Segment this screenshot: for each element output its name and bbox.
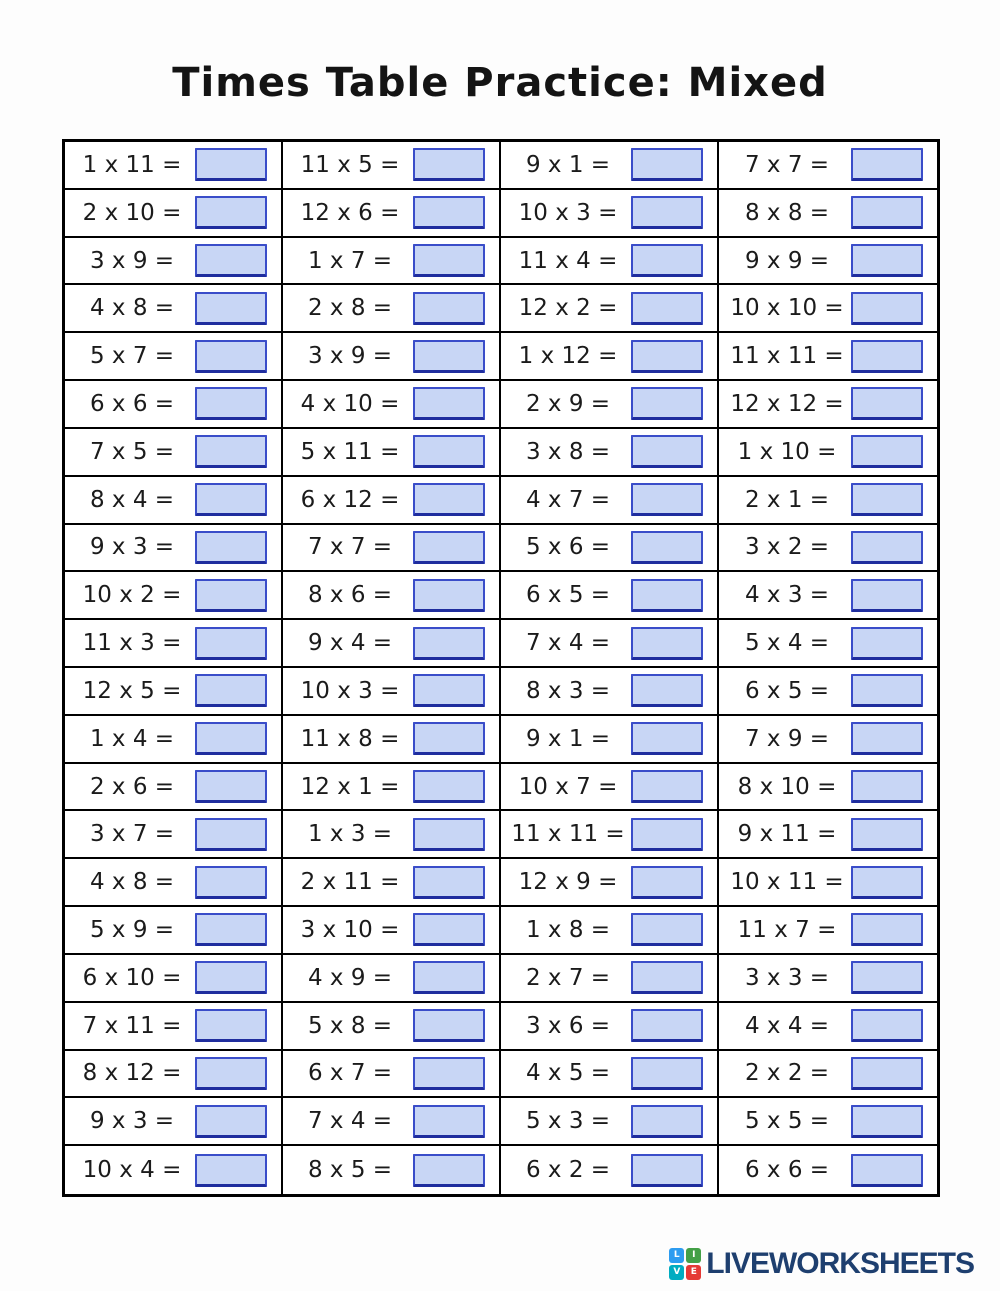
answer-input[interactable] — [631, 292, 703, 325]
problem-cell — [501, 477, 719, 525]
problem-label: 3 x 10 = — [300, 916, 400, 943]
problem-cell — [719, 285, 937, 333]
problem-cell — [719, 190, 937, 238]
answer-input[interactable] — [851, 244, 923, 277]
problem-label: 9 x 1 = — [525, 151, 611, 178]
problem-cell — [283, 525, 501, 573]
logo-square-v: V — [669, 1265, 684, 1280]
problem-label: 6 x 2 = — [525, 1157, 611, 1184]
problem-cell — [65, 429, 283, 477]
answer-input[interactable] — [413, 579, 485, 612]
answer-input[interactable] — [631, 483, 703, 516]
problem-cell — [501, 190, 719, 238]
problem-cell — [501, 429, 719, 477]
problem-label: 9 x 1 = — [525, 725, 611, 752]
problem-cell — [283, 429, 501, 477]
answer-input[interactable] — [413, 722, 485, 755]
problem-label: 2 x 11 = — [300, 869, 400, 896]
problem-cell — [719, 381, 937, 429]
answer-input[interactable] — [195, 387, 267, 420]
problem-cell — [719, 142, 937, 190]
problem-label: 9 x 3 = — [89, 1108, 175, 1135]
answer-input[interactable] — [195, 483, 267, 516]
answer-input[interactable] — [413, 961, 485, 994]
problem-cell — [501, 668, 719, 716]
problem-cell — [65, 907, 283, 955]
answer-input[interactable] — [413, 1105, 485, 1138]
answer-input[interactable] — [195, 244, 267, 277]
problem-label: 5 x 11 = — [300, 438, 400, 465]
answer-input[interactable] — [413, 913, 485, 946]
problem-label: 6 x 5 = — [525, 582, 611, 609]
problem-cell — [283, 859, 501, 907]
problem-label: 2 x 7 = — [525, 964, 611, 991]
problem-cell — [65, 238, 283, 286]
problem-label: 2 x 8 = — [307, 295, 393, 322]
problem-label: 11 x 7 = — [737, 916, 837, 943]
problem-cell — [719, 1146, 937, 1194]
problem-label: 11 x 5 = — [300, 151, 400, 178]
answer-input[interactable] — [413, 674, 485, 707]
worksheet-grid — [62, 139, 940, 1197]
answer-input[interactable] — [631, 627, 703, 660]
problem-cell — [501, 955, 719, 1003]
problem-label: 10 x 7 = — [518, 773, 618, 800]
problem-cell — [283, 716, 501, 764]
problem-cell — [719, 1051, 937, 1099]
problem-cell — [283, 955, 501, 1003]
problem-label: 11 x 11 = — [511, 821, 625, 848]
problem-label: 2 x 1 = — [744, 486, 830, 513]
answer-input[interactable] — [413, 1057, 485, 1090]
answer-input[interactable] — [631, 1057, 703, 1090]
problem-label: 10 x 2 = — [82, 582, 182, 609]
problem-cell — [719, 716, 937, 764]
problem-label: 7 x 5 = — [89, 438, 175, 465]
problem-cell — [65, 955, 283, 1003]
problem-cell — [501, 142, 719, 190]
answer-input[interactable] — [631, 435, 703, 468]
answer-input[interactable] — [195, 818, 267, 851]
answer-input[interactable] — [195, 196, 267, 229]
problem-label: 6 x 6 = — [744, 1157, 830, 1184]
answer-input[interactable] — [195, 722, 267, 755]
problem-cell — [65, 716, 283, 764]
problem-label: 4 x 3 = — [744, 582, 830, 609]
answer-input[interactable] — [195, 674, 267, 707]
problem-label: 1 x 3 = — [307, 821, 393, 848]
problem-cell — [501, 811, 719, 859]
page-title: Times Table Practice: Mixed — [172, 60, 828, 106]
answer-input[interactable] — [631, 818, 703, 851]
problem-label: 9 x 3 = — [89, 534, 175, 561]
problem-label: 6 x 7 = — [307, 1060, 393, 1087]
problem-label: 1 x 7 = — [307, 247, 393, 274]
answer-input[interactable] — [631, 196, 703, 229]
answer-input[interactable] — [631, 579, 703, 612]
problem-label: 12 x 6 = — [300, 199, 400, 226]
problem-label: 3 x 7 = — [89, 821, 175, 848]
answer-input[interactable] — [631, 722, 703, 755]
answer-input[interactable] — [413, 866, 485, 899]
answer-input[interactable] — [195, 531, 267, 564]
answer-input[interactable] — [851, 531, 923, 564]
answer-input[interactable] — [195, 435, 267, 468]
problem-cell — [719, 1003, 937, 1051]
answer-input[interactable] — [851, 770, 923, 803]
answer-input[interactable] — [851, 818, 923, 851]
problem-label: 10 x 3 = — [518, 199, 618, 226]
problem-label: 4 x 10 = — [300, 390, 400, 417]
logo-square-e: E — [686, 1265, 701, 1280]
answer-input[interactable] — [413, 244, 485, 277]
problem-label: 7 x 4 = — [307, 1108, 393, 1135]
problem-cell — [501, 620, 719, 668]
problem-label: 3 x 8 = — [525, 438, 611, 465]
answer-input[interactable] — [631, 1105, 703, 1138]
problem-cell — [283, 238, 501, 286]
problem-cell — [501, 764, 719, 812]
problem-label: 12 x 2 = — [518, 295, 618, 322]
answer-input[interactable] — [413, 483, 485, 516]
problem-cell — [283, 381, 501, 429]
problem-label: 1 x 4 = — [89, 725, 175, 752]
problem-label: 1 x 8 = — [525, 916, 611, 943]
answer-input[interactable] — [195, 1154, 267, 1187]
problem-label: 10 x 3 = — [300, 677, 400, 704]
problem-label: 1 x 12 = — [518, 343, 618, 370]
footer-logo — [669, 1247, 974, 1281]
problem-label: 7 x 9 = — [744, 725, 830, 752]
problem-label: 12 x 9 = — [518, 869, 618, 896]
answer-input[interactable] — [413, 387, 485, 420]
problem-label: 10 x 10 = — [730, 295, 844, 322]
problem-cell — [501, 238, 719, 286]
problem-label: 5 x 4 = — [744, 630, 830, 657]
answer-input[interactable] — [195, 913, 267, 946]
answer-input[interactable] — [631, 866, 703, 899]
answer-input[interactable] — [851, 1105, 923, 1138]
problem-label: 8 x 6 = — [307, 582, 393, 609]
problem-cell — [719, 668, 937, 716]
answer-input[interactable] — [851, 1154, 923, 1187]
problem-label: 8 x 4 = — [89, 486, 175, 513]
problem-cell — [65, 764, 283, 812]
problem-cell — [719, 1098, 937, 1146]
answer-input[interactable] — [851, 961, 923, 994]
problem-cell — [283, 1098, 501, 1146]
problem-label: 10 x 4 = — [82, 1157, 182, 1184]
answer-input[interactable] — [195, 961, 267, 994]
answer-input[interactable] — [631, 387, 703, 420]
answer-input[interactable] — [631, 1154, 703, 1187]
answer-input[interactable] — [851, 627, 923, 660]
logo-square-i: I — [686, 1248, 701, 1263]
answer-input[interactable] — [631, 770, 703, 803]
problem-cell — [501, 716, 719, 764]
problem-cell — [283, 1051, 501, 1099]
answer-input[interactable] — [851, 866, 923, 899]
problem-label: 5 x 5 = — [744, 1108, 830, 1135]
problem-label: 4 x 5 = — [525, 1060, 611, 1087]
problem-label: 9 x 11 = — [737, 821, 837, 848]
answer-input[interactable] — [195, 770, 267, 803]
answer-input[interactable] — [413, 1009, 485, 1042]
problem-label: 7 x 7 = — [307, 534, 393, 561]
answer-input[interactable] — [851, 1009, 923, 1042]
problem-label: 8 x 10 = — [737, 773, 837, 800]
problem-cell — [501, 285, 719, 333]
answer-input[interactable] — [851, 579, 923, 612]
problem-cell — [719, 238, 937, 286]
problem-cell — [283, 764, 501, 812]
answer-input[interactable] — [631, 148, 703, 181]
answer-input[interactable] — [851, 148, 923, 181]
answer-input[interactable] — [851, 435, 923, 468]
problem-label: 2 x 10 = — [82, 199, 182, 226]
answer-input[interactable] — [195, 292, 267, 325]
problem-label: 2 x 6 = — [89, 773, 175, 800]
problem-cell — [501, 333, 719, 381]
answer-input[interactable] — [851, 913, 923, 946]
problem-label: 1 x 11 = — [82, 151, 182, 178]
problem-label: 6 x 12 = — [300, 486, 400, 513]
problem-cell — [283, 572, 501, 620]
problem-cell — [283, 190, 501, 238]
problem-label: 8 x 12 = — [82, 1060, 182, 1087]
problem-cell — [65, 525, 283, 573]
problem-cell — [65, 1098, 283, 1146]
answer-input[interactable] — [195, 866, 267, 899]
problem-label: 12 x 1 = — [300, 773, 400, 800]
problem-cell — [283, 1003, 501, 1051]
problem-cell — [501, 1098, 719, 1146]
answer-input[interactable] — [631, 531, 703, 564]
problem-cell — [283, 477, 501, 525]
problem-label: 2 x 2 = — [744, 1060, 830, 1087]
answer-input[interactable] — [851, 340, 923, 373]
problem-label: 6 x 6 = — [89, 390, 175, 417]
problem-cell — [501, 1051, 719, 1099]
problem-cell — [719, 859, 937, 907]
answer-input[interactable] — [851, 483, 923, 516]
problem-cell — [719, 620, 937, 668]
problem-cell — [65, 1051, 283, 1099]
answer-input[interactable] — [195, 579, 267, 612]
problem-label: 9 x 9 = — [744, 247, 830, 274]
problem-cell — [719, 955, 937, 1003]
answer-input[interactable] — [413, 818, 485, 851]
problem-label: 4 x 8 = — [89, 869, 175, 896]
problem-cell — [65, 333, 283, 381]
answer-input[interactable] — [195, 1009, 267, 1042]
problem-cell — [65, 572, 283, 620]
answer-input[interactable] — [195, 1057, 267, 1090]
answer-input[interactable] — [851, 722, 923, 755]
problem-label: 8 x 8 = — [744, 199, 830, 226]
problem-cell — [65, 190, 283, 238]
problem-label: 11 x 4 = — [518, 247, 618, 274]
answer-input[interactable] — [413, 770, 485, 803]
answer-input[interactable] — [413, 292, 485, 325]
problem-cell — [65, 381, 283, 429]
problem-cell — [283, 907, 501, 955]
answer-input[interactable] — [195, 148, 267, 181]
answer-input[interactable] — [413, 196, 485, 229]
answer-input[interactable] — [413, 627, 485, 660]
answer-input[interactable] — [851, 196, 923, 229]
answer-input[interactable] — [851, 674, 923, 707]
problem-label: 9 x 4 = — [307, 630, 393, 657]
problem-cell — [719, 572, 937, 620]
problem-cell — [501, 859, 719, 907]
problem-cell — [65, 1003, 283, 1051]
problem-label: 3 x 9 = — [307, 343, 393, 370]
problem-cell — [501, 907, 719, 955]
problem-cell — [719, 764, 937, 812]
problem-label: 4 x 8 = — [89, 295, 175, 322]
problem-cell — [501, 381, 719, 429]
problem-label: 8 x 3 = — [525, 677, 611, 704]
answer-input[interactable] — [413, 1154, 485, 1187]
answer-input[interactable] — [631, 913, 703, 946]
problem-cell — [283, 1146, 501, 1194]
answer-input[interactable] — [413, 340, 485, 373]
answer-input[interactable] — [195, 627, 267, 660]
problem-cell — [283, 333, 501, 381]
answer-input[interactable] — [413, 435, 485, 468]
problem-cell — [719, 429, 937, 477]
problem-cell — [719, 333, 937, 381]
problem-label: 11 x 3 = — [82, 630, 182, 657]
answer-input[interactable] — [195, 1105, 267, 1138]
problem-cell — [719, 811, 937, 859]
problem-cell — [65, 1146, 283, 1194]
problem-label: 10 x 11 = — [730, 869, 844, 896]
problem-cell — [719, 525, 937, 573]
problem-label: 8 x 5 = — [307, 1157, 393, 1184]
problem-cell — [65, 477, 283, 525]
problem-label: 3 x 9 = — [89, 247, 175, 274]
problem-label: 1 x 10 = — [737, 438, 837, 465]
problem-label: 5 x 8 = — [307, 1012, 393, 1039]
answer-input[interactable] — [631, 1009, 703, 1042]
answer-input[interactable] — [631, 244, 703, 277]
problem-label: 7 x 7 = — [744, 151, 830, 178]
problem-label: 11 x 11 = — [730, 343, 844, 370]
problem-label: 7 x 11 = — [82, 1012, 182, 1039]
problem-cell — [65, 620, 283, 668]
answer-input[interactable] — [851, 1057, 923, 1090]
problem-cell — [65, 811, 283, 859]
problem-cell — [501, 1003, 719, 1051]
problem-label: 2 x 9 = — [525, 390, 611, 417]
problem-cell — [283, 285, 501, 333]
problem-cell — [501, 525, 719, 573]
problem-label: 6 x 5 = — [744, 677, 830, 704]
answer-input[interactable] — [631, 340, 703, 373]
liveworksheets-grid-icon — [669, 1248, 701, 1280]
problem-label: 5 x 3 = — [525, 1108, 611, 1135]
problem-label: 3 x 2 = — [744, 534, 830, 561]
problem-label: 4 x 4 = — [744, 1012, 830, 1039]
problem-cell — [283, 620, 501, 668]
problem-label: 12 x 5 = — [82, 677, 182, 704]
problem-cell — [283, 668, 501, 716]
problem-cell — [283, 142, 501, 190]
problem-cell — [719, 907, 937, 955]
problem-cell — [719, 477, 937, 525]
problem-cell — [283, 811, 501, 859]
problem-cell — [501, 1146, 719, 1194]
logo-square-l: L — [669, 1248, 684, 1263]
answer-input[interactable] — [195, 340, 267, 373]
brand-name: LIVEWORKSHEETS — [706, 1247, 974, 1280]
answer-input[interactable] — [851, 292, 923, 325]
answer-input[interactable] — [631, 961, 703, 994]
problem-cell — [65, 142, 283, 190]
problem-cell — [65, 668, 283, 716]
answer-input[interactable] — [631, 674, 703, 707]
problem-cell — [65, 859, 283, 907]
problem-label: 5 x 7 = — [89, 343, 175, 370]
problem-label: 4 x 7 = — [525, 486, 611, 513]
answer-input[interactable] — [413, 531, 485, 564]
problem-label: 4 x 9 = — [307, 964, 393, 991]
problem-label: 5 x 6 = — [525, 534, 611, 561]
problem-cell — [65, 285, 283, 333]
answer-input[interactable] — [413, 148, 485, 181]
problem-label: 3 x 6 = — [525, 1012, 611, 1039]
answer-input[interactable] — [851, 387, 923, 420]
problem-label: 11 x 8 = — [300, 725, 400, 752]
problem-label: 3 x 3 = — [744, 964, 830, 991]
problem-label: 7 x 4 = — [525, 630, 611, 657]
problem-label: 5 x 9 = — [89, 916, 175, 943]
problem-cell — [501, 572, 719, 620]
problem-label: 12 x 12 = — [730, 390, 844, 417]
problem-label: 6 x 10 = — [82, 964, 182, 991]
